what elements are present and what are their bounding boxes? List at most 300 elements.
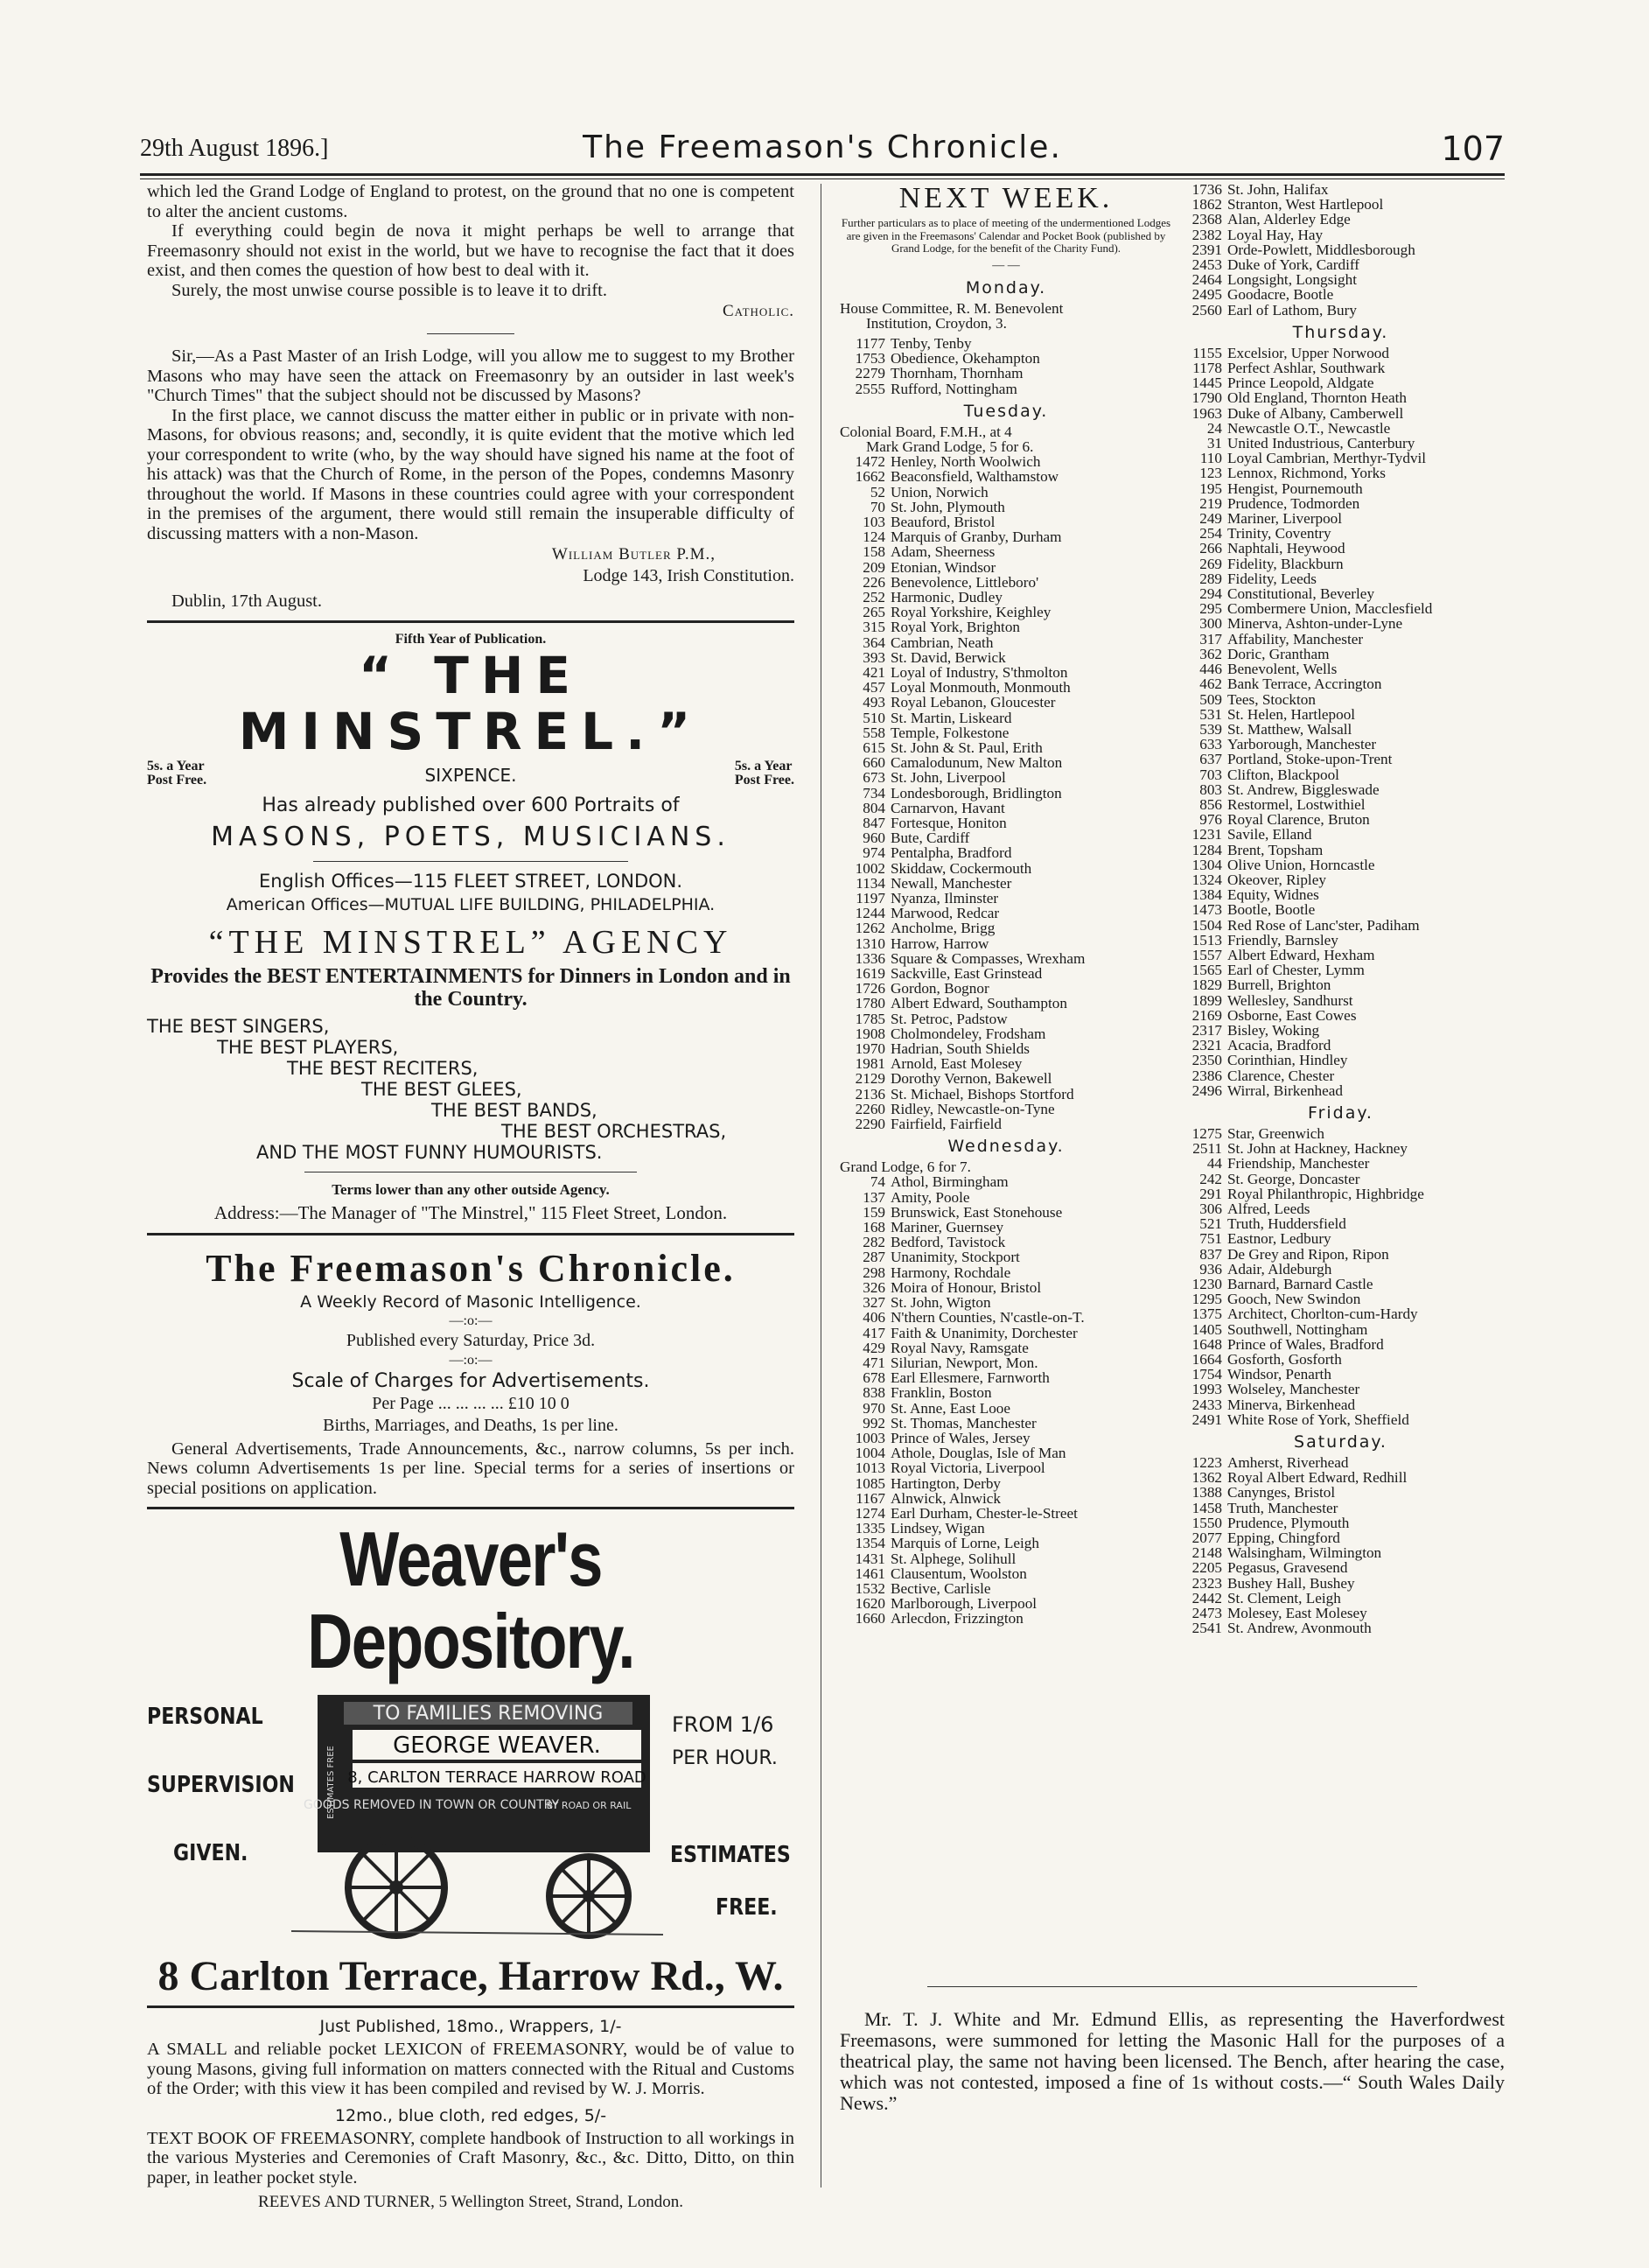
lodge-name: Thornham, Thornham [891, 365, 1024, 382]
lodge-name: Earl of Chester, Lymm [1227, 962, 1365, 979]
lodge-name: Walsingham, Wilmington [1227, 1544, 1382, 1562]
lodge-entry [840, 680, 1172, 695]
weaver-estimates: ESTIMATES [670, 1842, 791, 1868]
lodge-entry [840, 1041, 1172, 1056]
lodge-entry [840, 544, 1172, 559]
lodge-number: 2386 [1191, 1067, 1222, 1084]
lodge-number: 531 [1199, 705, 1222, 723]
price-left: 5s. a Year Post Free. [147, 758, 207, 788]
lodge-entry [1177, 812, 1505, 827]
lodge-number: 421 [863, 663, 885, 681]
lodge-entry [1177, 586, 1505, 601]
lodge-number: 1780 [855, 995, 885, 1012]
lodge-number: 209 [863, 558, 885, 576]
lodge-number: 837 [1199, 1245, 1222, 1263]
agency-address: Address:—The Manager of "The Minstrel," 115 Fleet Street, London. [213, 1201, 728, 1223]
lodge-name: St. Helen, Hartlepool [1227, 705, 1356, 723]
lodge-number: 1565 [1191, 962, 1222, 979]
lodge-number: 1295 [1191, 1291, 1222, 1308]
lodge-name: Londesborough, Bridlington [891, 784, 1062, 802]
lodge-name: Stranton, West Hartlepool [1227, 196, 1384, 214]
lodge-name: Harmony, Rochdale [891, 1264, 1011, 1281]
lodge-name: Nyanza, Ilminster [891, 890, 999, 907]
lodge-number: 1473 [1191, 901, 1222, 919]
lodge-name: Southwell, Nottingham [1227, 1320, 1368, 1338]
lodge-entry [1177, 1322, 1505, 1337]
lodge-name: Duke of York, Cardiff [1227, 256, 1360, 274]
lodge-name: Alfred, Leeds [1227, 1200, 1310, 1217]
lodge-name: Portland, Stoke-upon-Trent [1227, 751, 1393, 768]
lodge-entry [1177, 902, 1505, 917]
lodge-name: Marwood, Redcar [891, 905, 1000, 922]
lodge-entry [1177, 1530, 1505, 1545]
lodge-name: Hengist, Pournemouth [1227, 480, 1363, 497]
lodge-name: Burrell, Brighton [1227, 976, 1331, 994]
lodge-entry [1177, 360, 1505, 375]
lodge-name: Equity, Widnes [1227, 886, 1319, 904]
lodge-entry [840, 1385, 1172, 1400]
lodge-entry [840, 560, 1172, 575]
lodge-entry [840, 351, 1172, 366]
lodge-entry [840, 1355, 1172, 1370]
lodge-entry [1177, 1455, 1505, 1470]
lodge-entry [840, 966, 1172, 981]
price-right: 5s. a Year Post Free. [734, 758, 794, 788]
lodge-entry [1177, 1397, 1505, 1412]
lodge-number: 289 [1199, 570, 1222, 587]
lodge-entry [840, 695, 1172, 710]
lodge-name: Temple, Folkestone [891, 724, 1010, 741]
lodge-entry [1177, 556, 1505, 571]
lodge-name: Ridley, Newcastle-on-Tyne [891, 1100, 1055, 1117]
lodge-name: Loyal of Industry, S'thmolton [891, 663, 1068, 681]
lodge-name: St. Anne, East Looe [891, 1399, 1011, 1417]
day-heading-saturday: Saturday. [1294, 1432, 1387, 1452]
lodge-entry [840, 454, 1172, 469]
lodge-number: 1244 [855, 905, 885, 922]
lodge-entry [840, 650, 1172, 665]
lodge-entry [840, 830, 1172, 845]
lodge-entry [1177, 303, 1505, 318]
lodge-entry [840, 1250, 1172, 1264]
lodge-name: Adam, Sheerness [891, 543, 996, 561]
lodge-number: 1472 [855, 453, 885, 471]
van-top-text: TO FAMILIES REMOVING [373, 1703, 604, 1725]
lodge-number: 1223 [1191, 1454, 1222, 1472]
lodge-name: Naphtali, Heywood [1227, 540, 1345, 557]
lodge-entry [840, 1401, 1172, 1416]
lodge-entry [1177, 1172, 1505, 1186]
agency-best-line: THE BEST PLAYERS, [217, 1036, 399, 1058]
divider [147, 620, 794, 623]
lodge-name: Loyal Monmouth, Monmouth [891, 679, 1071, 696]
lodge-number: 1155 [1192, 344, 1222, 361]
lodge-entry [1177, 541, 1505, 556]
lodge-number: 1970 [855, 1040, 885, 1058]
lodge-number: 2555 [855, 380, 885, 397]
lodge-number: 734 [863, 784, 885, 802]
lodge-number: 1963 [1191, 404, 1222, 422]
lodge-entry [840, 755, 1172, 770]
next-week-title: NEXT WEEK. [898, 182, 1114, 214]
lodge-entry [1177, 571, 1505, 586]
lodge-entry [1177, 962, 1505, 977]
lodge-number: 1310 [855, 934, 885, 952]
lodge-name: Bushey Hall, Bushey [1227, 1574, 1355, 1592]
weaver-address: 8 Carlton Terrace, Harrow Rd., W. [157, 1953, 784, 1999]
lodge-name: St. John, Halifax [1227, 181, 1329, 198]
lodge-name: St. John & St. Paul, Erith [891, 738, 1043, 756]
lodge-number: 1375 [1191, 1306, 1222, 1323]
lodge-entry [840, 1431, 1172, 1446]
lodge-entry [1177, 601, 1505, 616]
lodge-name: Fairfield, Fairfield [891, 1116, 1002, 1133]
lodge-entry [1177, 1352, 1505, 1367]
lodge-entry [840, 382, 1172, 396]
lodge-name: Doric, Grantham [1227, 645, 1330, 662]
lodge-entry [1177, 375, 1505, 390]
day-heading-wednesday: Wednesday. [947, 1137, 1065, 1157]
lodge-entry [840, 1026, 1172, 1041]
lodge-name: Bedford, Tavistock [891, 1234, 1006, 1251]
minstrel-fifth-year: Fifth Year of Publication. [395, 631, 547, 647]
lodge-number: 249 [1199, 510, 1222, 528]
lodge-number: 298 [863, 1264, 885, 1281]
lodge-entry [840, 1012, 1172, 1026]
lodge-number: 847 [863, 815, 885, 831]
lodge-number: 1754 [1191, 1366, 1222, 1383]
lodge-number: 1648 [1191, 1335, 1222, 1353]
lodge-entry [1177, 1412, 1505, 1427]
lodge-entry [1177, 287, 1505, 302]
books-advert [147, 2017, 794, 2212]
lodge-number: 2511 [1192, 1140, 1222, 1158]
lodge-name: Combermere Union, Macclesfield [1227, 600, 1433, 618]
lodge-number: 703 [1199, 766, 1222, 783]
lodge-number: 1862 [1191, 196, 1222, 214]
lodge-name: Silurian, Newport, Mon. [891, 1354, 1038, 1371]
lodge-entry [1177, 242, 1505, 257]
lodge-name: Brunswick, East Stonehouse [891, 1203, 1063, 1221]
lodge-number: 124 [863, 528, 885, 546]
lodge-number: 1230 [1191, 1276, 1222, 1293]
next-week-note: Further particulars as to place of meeting of the undermentioned Lodges are given in the Freemasons' Calendar and Pocket Book (published by Grand Lodge, for the benefit of the Charity Fund). [841, 216, 1171, 255]
divider [427, 333, 514, 334]
lodge-name: Goodacre, Bootle [1227, 286, 1334, 304]
lodge-entry [840, 1102, 1172, 1116]
lodge-entry [840, 366, 1172, 381]
ornament: —:o:— [449, 1312, 493, 1328]
lodge-name: Amherst, Riverhead [1227, 1454, 1349, 1472]
lodge-entry [1177, 1545, 1505, 1560]
lodge-name: Prudence, Plymouth [1227, 1514, 1350, 1531]
lodge-entry [1177, 692, 1505, 707]
lodge-name: Prince of Wales, Jersey [891, 1429, 1031, 1446]
lodge-number: 637 [1199, 751, 1222, 768]
van-spokes [348, 1839, 444, 1936]
lodge-number: 2077 [1191, 1530, 1222, 1547]
lodge-entry [1177, 1560, 1505, 1575]
lodge-number: 326 [863, 1278, 885, 1296]
lodge-number: 2560 [1191, 301, 1222, 318]
lodge-entry [1177, 1216, 1505, 1231]
lodge-entry [1177, 1470, 1505, 1485]
lodge-name: Tenby, Tenby [891, 334, 972, 352]
lodge-name: Royal Yorkshire, Keighley [891, 604, 1052, 621]
lodge-entry [1177, 1306, 1505, 1321]
lodge-name: Royal Philanthropic, Highbridge [1227, 1185, 1424, 1202]
lodge-number: 558 [863, 724, 885, 741]
english-offices: English Offices—115 FLEET STREET, LONDON. [258, 870, 683, 892]
lodge-entry [1177, 1367, 1505, 1382]
agency-title: “THE MINSTREL” AGENCY [208, 923, 733, 961]
lodge-name: St. Thomas, Manchester [891, 1414, 1037, 1432]
lodge-entry [840, 1416, 1172, 1431]
lodge-entry [1177, 1620, 1505, 1635]
lodge-entry [840, 770, 1172, 785]
lodge-entry [1177, 1277, 1505, 1292]
lodge-entry [1177, 346, 1505, 360]
lodge-number: 300 [1199, 615, 1222, 633]
lodge-entry [1177, 843, 1505, 858]
minstrel-masons-poets: MASONS, POETS, MUSICIANS. [211, 821, 730, 852]
lodge-entry [840, 1581, 1172, 1596]
lodge-entry [840, 1205, 1172, 1220]
lodge-name: Marlborough, Liverpool [891, 1595, 1038, 1613]
lodge-entry [840, 1310, 1172, 1325]
lodge-name: Royal Albert Edward, Redhill [1227, 1469, 1408, 1487]
lodge-number: 2323 [1191, 1574, 1222, 1592]
lodge-entry [1177, 1501, 1505, 1516]
lodge-name: Friendly, Barnsley [1227, 931, 1338, 948]
lodge-entry [1177, 1141, 1505, 1156]
lodge-number: 2491 [1191, 1410, 1222, 1428]
lodge-entry [840, 1340, 1172, 1355]
lodge-number: 1178 [1192, 360, 1222, 377]
lodge-name: St. Martin, Liskeard [891, 709, 1012, 726]
lodge-name: Restormel, Lostwithiel [1227, 795, 1366, 813]
lodge-name: Minerva, Birkenhead [1227, 1396, 1356, 1413]
lodge-entry [840, 1326, 1172, 1340]
lodge-number: 2433 [1191, 1396, 1222, 1413]
lodge-entry [1177, 272, 1505, 287]
lodge-entry [1177, 632, 1505, 647]
lodge-number: 294 [1199, 585, 1222, 603]
lodge-entry [840, 1460, 1172, 1475]
lodge-name: Franklin, Boston [891, 1384, 992, 1402]
lodge-name: Gosforth, Gosforth [1227, 1351, 1342, 1368]
lodge-number: 1993 [1191, 1381, 1222, 1398]
lodge-name: Marquis of Lorne, Leigh [891, 1535, 1039, 1552]
lodge-entry [840, 1506, 1172, 1521]
lodge-entry [840, 891, 1172, 906]
lodge-number: 1445 [1191, 374, 1222, 392]
lodge-entry [1177, 1126, 1505, 1141]
lodge-entry [840, 1491, 1172, 1506]
lodge-number: 1275 [1191, 1124, 1222, 1142]
day-heading-thursday: Thursday. [1292, 322, 1389, 342]
lodge-name: Beauford, Bristol [891, 513, 996, 530]
lodge-entry [1177, 752, 1505, 766]
lodge-entry [840, 485, 1172, 500]
meeting-note: Grand Lodge, 6 for 7. [840, 1158, 971, 1176]
van-name: GEORGE WEAVER. [393, 1732, 601, 1759]
lodge-name: Friendship, Manchester [1227, 1155, 1370, 1172]
lodge-entry [840, 605, 1172, 620]
lodge-entry [1177, 1292, 1505, 1306]
meeting-note: Mark Grand Lodge, 5 for 6. [866, 438, 1034, 455]
lodge-number: 493 [863, 694, 885, 711]
lodge-number: 992 [863, 1414, 885, 1432]
lodge-name: Bank Terrace, Accrington [1227, 676, 1382, 693]
lodge-number: 615 [863, 738, 885, 756]
lodge-number: 266 [1199, 540, 1222, 557]
lodge-name: Royal Lebanon, Gloucester [891, 694, 1056, 711]
lodge-name: Fortesque, Honiton [891, 815, 1007, 831]
lodge-entry [1177, 933, 1505, 948]
lodge-number: 2464 [1191, 271, 1222, 289]
lodge-entry [840, 1476, 1172, 1491]
lodge-number: 1664 [1191, 1351, 1222, 1368]
lodge-name: Windsor, Penarth [1227, 1366, 1331, 1383]
lodge-entry [1177, 257, 1505, 272]
lodge-name: St. John, Wigton [891, 1294, 991, 1312]
lodge-number: 1167 [856, 1489, 885, 1507]
lodge-name: St. Clement, Leigh [1227, 1589, 1341, 1606]
lodge-number: 1284 [1191, 841, 1222, 858]
lodge-entry [1177, 1008, 1505, 1023]
lodge-name: Red Rose of Lanc'ster, Padiham [1227, 916, 1420, 934]
lodge-name: Alan, Alderley Edge [1227, 211, 1351, 228]
lodge-entry [1177, 1083, 1505, 1098]
lodge-entry [1177, 511, 1505, 526]
minstrel-portraits: Has already published over 600 Portraits of [262, 794, 680, 816]
lodge-entry [840, 1551, 1172, 1566]
agency-best-line: THE BEST ORCHESTRAS, [501, 1120, 727, 1142]
lodge-name: Square & Compasses, Wrexham [891, 949, 1086, 967]
lodge-name: Earl Ellesmere, Farnworth [891, 1369, 1050, 1387]
lodge-number: 521 [1199, 1215, 1222, 1233]
lodge-number: 2169 [1191, 1006, 1222, 1024]
lodge-number: 362 [1199, 645, 1222, 662]
divider [927, 1986, 1417, 1987]
lodge-number: 24 [1206, 419, 1222, 437]
lodge-number: 1004 [855, 1445, 885, 1462]
lodge-name: Gooch, New Swindon [1227, 1291, 1361, 1308]
signature: Catholic. [722, 302, 794, 320]
lodge-name: N'thern Counties, N'castle-on-T. [891, 1309, 1085, 1326]
letter-paragraph: Surely, the most unwise course possible is to leave it to drift. [171, 280, 607, 300]
lodge-entry [840, 1220, 1172, 1235]
books-lexicon: A SMALL and reliable pocket LEXICON of FREEMASONRY, would be of value to young Masons, giving full information on matters connected with the Ritual and Customs of the Order; with this view it has been compiled and revised by W. J. Morris. [147, 2040, 794, 2098]
van-spokes [549, 1857, 628, 1936]
lodge-name: Corinthian, Hindley [1227, 1052, 1348, 1069]
lodge-entry [840, 1596, 1172, 1611]
van-goods: GOODS REMOVED IN TOWN OR COUNTRY [303, 1798, 560, 1812]
lodge-name: Arlecdon, Frizzington [891, 1610, 1024, 1628]
lodge-number: 327 [863, 1294, 885, 1312]
lodge-number: 159 [863, 1203, 885, 1221]
lodge-entry [1177, 1576, 1505, 1591]
lodge-name: Bootle, Bootle [1227, 901, 1316, 919]
lodge-number: 168 [863, 1219, 885, 1236]
lodge-entry [1177, 662, 1505, 676]
lodge-entry [840, 1190, 1172, 1205]
lodge-entry [840, 1611, 1172, 1626]
lodge-name: Carnarvon, Havant [891, 799, 1005, 816]
weaver-supervision: SUPERVISION [147, 1772, 295, 1798]
lodge-entry [840, 845, 1172, 860]
lodge-name: Wellesley, Sandhurst [1227, 991, 1353, 1009]
lodge-number: 2442 [1191, 1589, 1222, 1606]
lodge-number: 1550 [1191, 1514, 1222, 1531]
lodge-name: Alnwick, Alnwick [891, 1489, 1002, 1507]
lodge-entry [840, 590, 1172, 605]
lodge-entry [840, 1071, 1172, 1086]
lodge-number: 1619 [855, 965, 885, 983]
lodge-number: 252 [863, 588, 885, 606]
lodge-number: 291 [1199, 1185, 1222, 1202]
lodge-number: 1513 [1191, 931, 1222, 948]
lodge-number: 673 [863, 769, 885, 787]
lodge-number: 70 [870, 498, 885, 515]
van-address: 8, CARLTON TERRACE HARROW ROAD [347, 1768, 646, 1787]
lodge-number: 44 [1206, 1155, 1222, 1172]
lodge-entry [840, 469, 1172, 484]
lodge-name: Duke of Albany, Camberwell [1227, 404, 1404, 422]
lodge-entry [840, 740, 1172, 755]
lodge-number: 1908 [855, 1025, 885, 1042]
sixpence: SIXPENCE. [424, 764, 517, 786]
lodge-entry [1177, 827, 1505, 842]
lodge-entry [840, 786, 1172, 801]
lodge-number: 306 [1199, 1200, 1222, 1217]
chronicle-advert [147, 1246, 794, 1499]
lodge-name: Beaconsfield, Walthamstow [891, 468, 1059, 486]
lodge-name: St. Andrew, Avonmouth [1227, 1620, 1372, 1637]
lodge-entry [1177, 1023, 1505, 1038]
lodge-number: 1785 [855, 1010, 885, 1027]
lodge-name: Hadrian, South Shields [891, 1040, 1030, 1058]
lodge-number: 1461 [855, 1564, 885, 1582]
lodge-name: Mariner, Guernsey [891, 1219, 1004, 1236]
lodge-name: Earl Durham, Chester-le-Street [891, 1504, 1078, 1522]
meeting-note: Colonial Board, F.M.H., at 4 [840, 423, 1012, 440]
lodge-number: 838 [863, 1384, 885, 1402]
lodge-number: 1177 [856, 334, 885, 352]
lodge-number: 137 [863, 1188, 885, 1206]
lodge-entry [840, 710, 1172, 725]
lodge-number: 856 [1199, 795, 1222, 813]
lodge-number: 2473 [1191, 1605, 1222, 1622]
masthead-title: The Freemason's Chronicle. [583, 130, 1062, 165]
lodge-entry [1177, 707, 1505, 722]
lodge-number: 936 [1199, 1260, 1222, 1278]
agency-provides: Provides the BEST ENTERTAINMENTS for Dinners in London and in the Country. [150, 964, 791, 1011]
lodge-number: 2205 [1191, 1559, 1222, 1577]
lodge-entry [1177, 1231, 1505, 1246]
lodge-number: 2391 [1191, 241, 1222, 258]
lodge-number: 678 [863, 1369, 885, 1387]
weaver-given: GIVEN. [173, 1840, 248, 1866]
lodge-number: 1354 [855, 1535, 885, 1552]
chronicle-published: Published every Saturday, Price 3d. [346, 1330, 596, 1350]
lodge-number: 804 [863, 799, 885, 816]
lodge-name: White Rose of York, Sheffield [1227, 1410, 1409, 1428]
lodge-name: Architect, Chorlton-cum-Hardy [1227, 1306, 1418, 1323]
lodge-entry [1177, 1606, 1505, 1620]
lodge-name: Faith & Unanimity, Dorchester [891, 1324, 1078, 1341]
